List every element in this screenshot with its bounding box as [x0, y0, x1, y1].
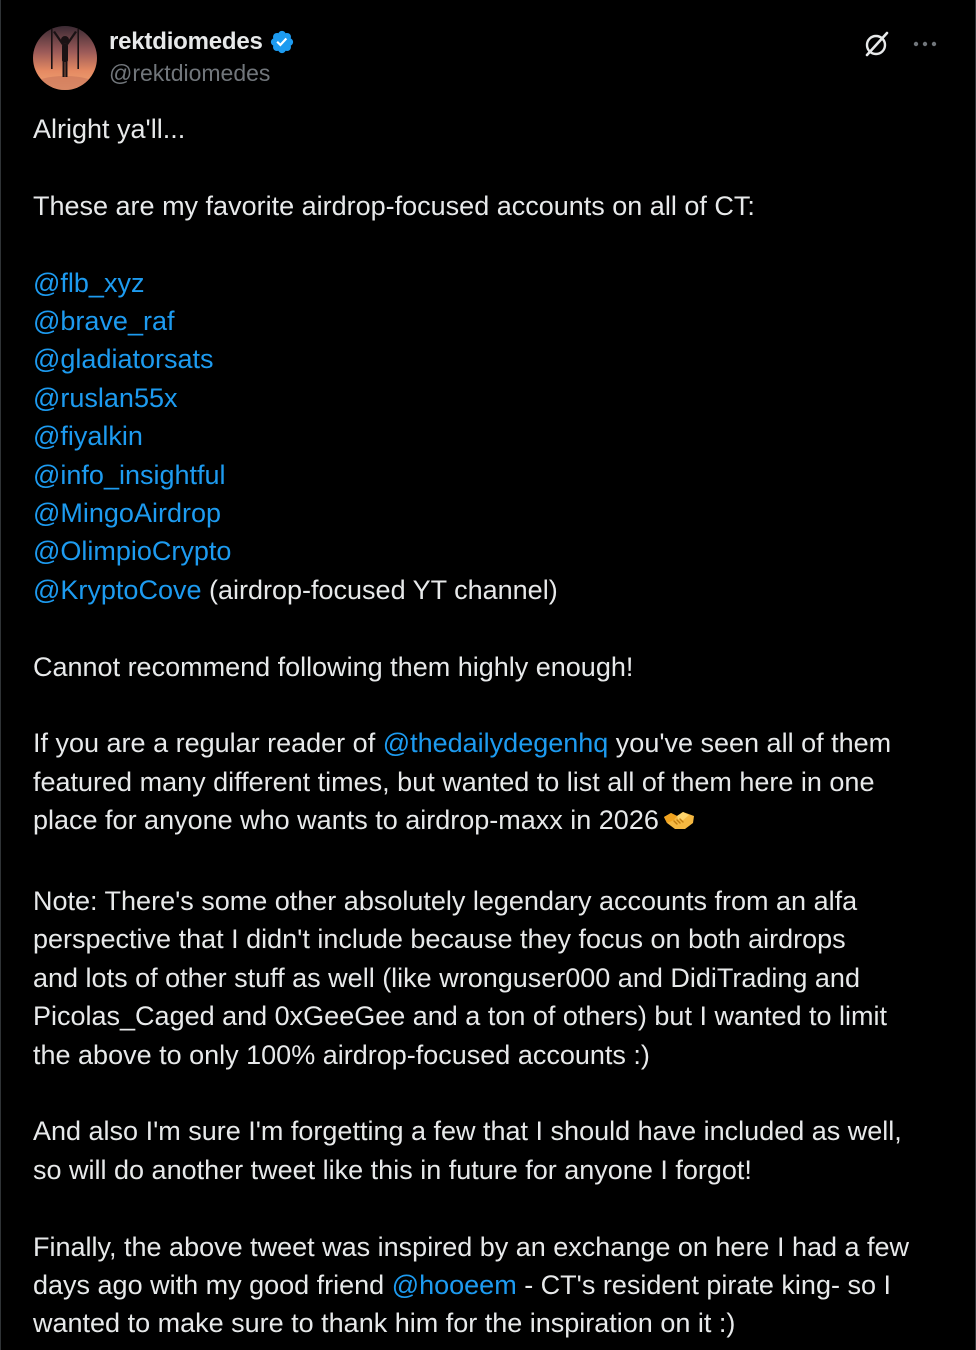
tweet-header	[33, 26, 945, 92]
tweet-text-segment: place for anyone who wants to airdrop-maxx in 2026	[33, 805, 659, 836]
tweet-line: These are my favorite airdrop-focused accounts on all of CT:	[33, 190, 755, 221]
tweet-line: Cannot recommend following them highly enough!	[33, 651, 634, 682]
avatar-icon	[33, 26, 97, 90]
user-names	[109, 28, 295, 87]
tweet-line: wanted to make sure to thank him for the inspiration on it :)	[33, 1308, 736, 1339]
mention-link[interactable]: @thedailydegenhq	[382, 728, 609, 759]
tweet-line: the above to only 100% airdrop-focused accounts :)	[33, 1039, 650, 1070]
handshake-emoji	[663, 805, 695, 843]
user-handle[interactable]: @rektdiomedes	[109, 60, 271, 86]
tweet-line: Picolas_Caged and 0xGeeGee and a ton of others) but I wanted to limit	[33, 1001, 888, 1032]
mention-link[interactable]: @KryptoCove	[33, 574, 202, 605]
tweet-line: and lots of other stuff as well (like wronguser000 and DidiTrading and	[33, 962, 860, 993]
more-button[interactable]	[909, 28, 941, 60]
display-name[interactable]: rektdiomedes	[109, 28, 263, 55]
tweet-text-segment: If you are a regular reader of	[33, 728, 383, 759]
mention-link[interactable]: @fiyalkin	[33, 421, 143, 452]
tweet-text-segment: days ago with my good friend	[33, 1270, 392, 1301]
mention-link[interactable]: @OlimpioCrypto	[33, 536, 232, 567]
tweet-line: perspective that I didn't include because they focus on both airdrops	[33, 924, 846, 955]
grok-icon	[863, 30, 891, 58]
mention-link[interactable]: @flb_xyz	[33, 267, 145, 298]
mention-link[interactable]: @ruslan55x	[33, 382, 178, 413]
tweet-text-segment: - CT's resident pirate king- so I	[516, 1270, 891, 1301]
mention-link[interactable]: @gladiatorsats	[33, 344, 214, 375]
verified-badge-icon[interactable]	[269, 29, 295, 55]
tweet-line: Alright ya'll...	[33, 114, 186, 144]
mention-link[interactable]: @hooeem	[391, 1270, 517, 1301]
more-icon	[913, 40, 937, 48]
tweet-line: Finally, the above tweet was inspired by an exchange on here I had a few	[33, 1231, 910, 1262]
tweet-line: Note: There's some other absolutely legendary accounts from an alfa	[33, 886, 858, 917]
tweet-line: so will do another tweet like this in future for anyone I forgot!	[33, 1154, 752, 1185]
grok-button[interactable]	[861, 28, 893, 60]
tweet-text-segment: you've seen all of them	[608, 728, 892, 759]
mention-note: (airdrop-focused YT channel)	[201, 574, 558, 605]
mention-link[interactable]: @brave_raf	[33, 306, 175, 336]
mention-link[interactable]: @MingoAirdrop	[33, 498, 221, 529]
avatar[interactable]	[33, 26, 97, 90]
tweet-line: And also I'm sure I'm forgetting a few that I should have included as well,	[33, 1116, 902, 1147]
mention-link[interactable]: @info_insightful	[33, 459, 226, 490]
tweet-line: featured many different times, but wanted to list all of them here in one	[33, 766, 875, 797]
tweet-text	[33, 110, 945, 1343]
